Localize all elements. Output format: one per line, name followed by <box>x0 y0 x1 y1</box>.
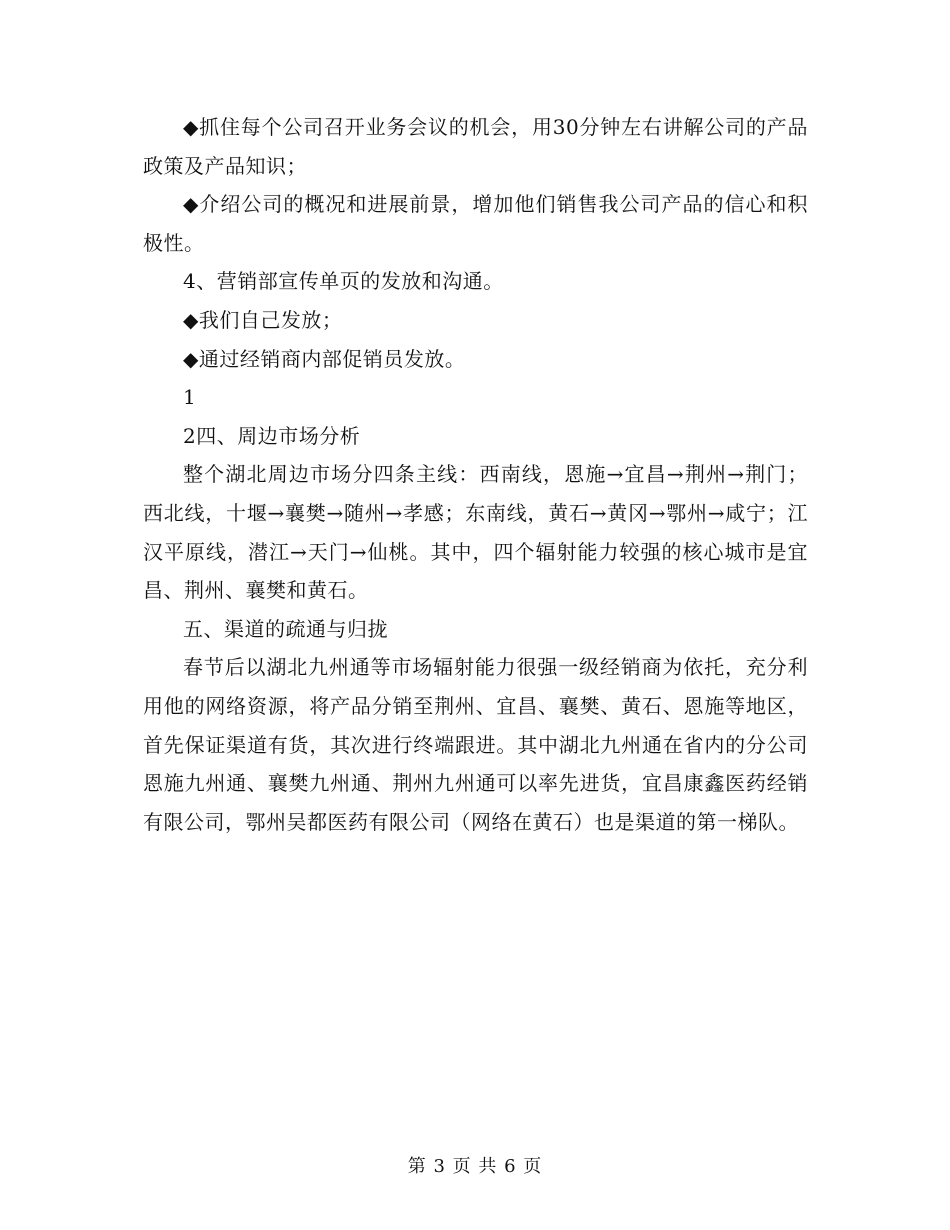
bullet-meeting-explanation: ◆抓住每个公司召开业务会议的机会，用30分钟左右讲解公司的产品政策及产品知识； <box>143 115 808 178</box>
bullet-company-intro: ◆介绍公司的概况和进展前景，增加他们销售我公司产品的信心和积极性。 <box>143 192 808 255</box>
paragraph-market-lines: 整个湖北周边市场分四条主线：西南线，恩施→宜昌→荆州→荆门；西北线，十堰→襄樊→随州→孝感；东南线，黄石→黄冈→鄂州→咸宁；江汉平原线，潜江→天门→仙桃。其中，四个辐射能力较强的核心城市是宜昌、荆州、襄樊和黄石。 <box>143 462 808 603</box>
document-body <box>143 108 808 841</box>
paragraph-channel-plan: 春节后以湖北九州通等市场辐射能力很强一级经销商为依托，充分利用他的网络资源，将产品分销至荆州、宜昌、襄樊、黄石、恩施等地区，首先保证渠道有货，其次进行终端跟进。其中湖北九州通在省内的分公司恩施九州通、襄樊九州通、荆州九州通可以率先进货，宜昌康鑫医药经销有限公司，鄂州吴都医药有限公司（网络在黄石）也是渠道的第一梯队。 <box>143 655 808 834</box>
section-heading-market-analysis: 2四、周边市场分析 <box>183 423 361 448</box>
bullet-dealer-distribution: ◆通过经销商内部促销员发放。 <box>183 346 466 371</box>
bullet-self-distribution: ◆我们自己发放； <box>183 307 343 332</box>
section-heading-leaflets: 4、营销部宣传单页的发放和沟通。 <box>183 269 504 294</box>
page-footer: 第 3 页 共 6 页 <box>407 1156 543 1177</box>
section-heading-channels: 五、渠道的疏通与归拢 <box>183 616 388 641</box>
stray-number: 1 <box>183 385 197 410</box>
